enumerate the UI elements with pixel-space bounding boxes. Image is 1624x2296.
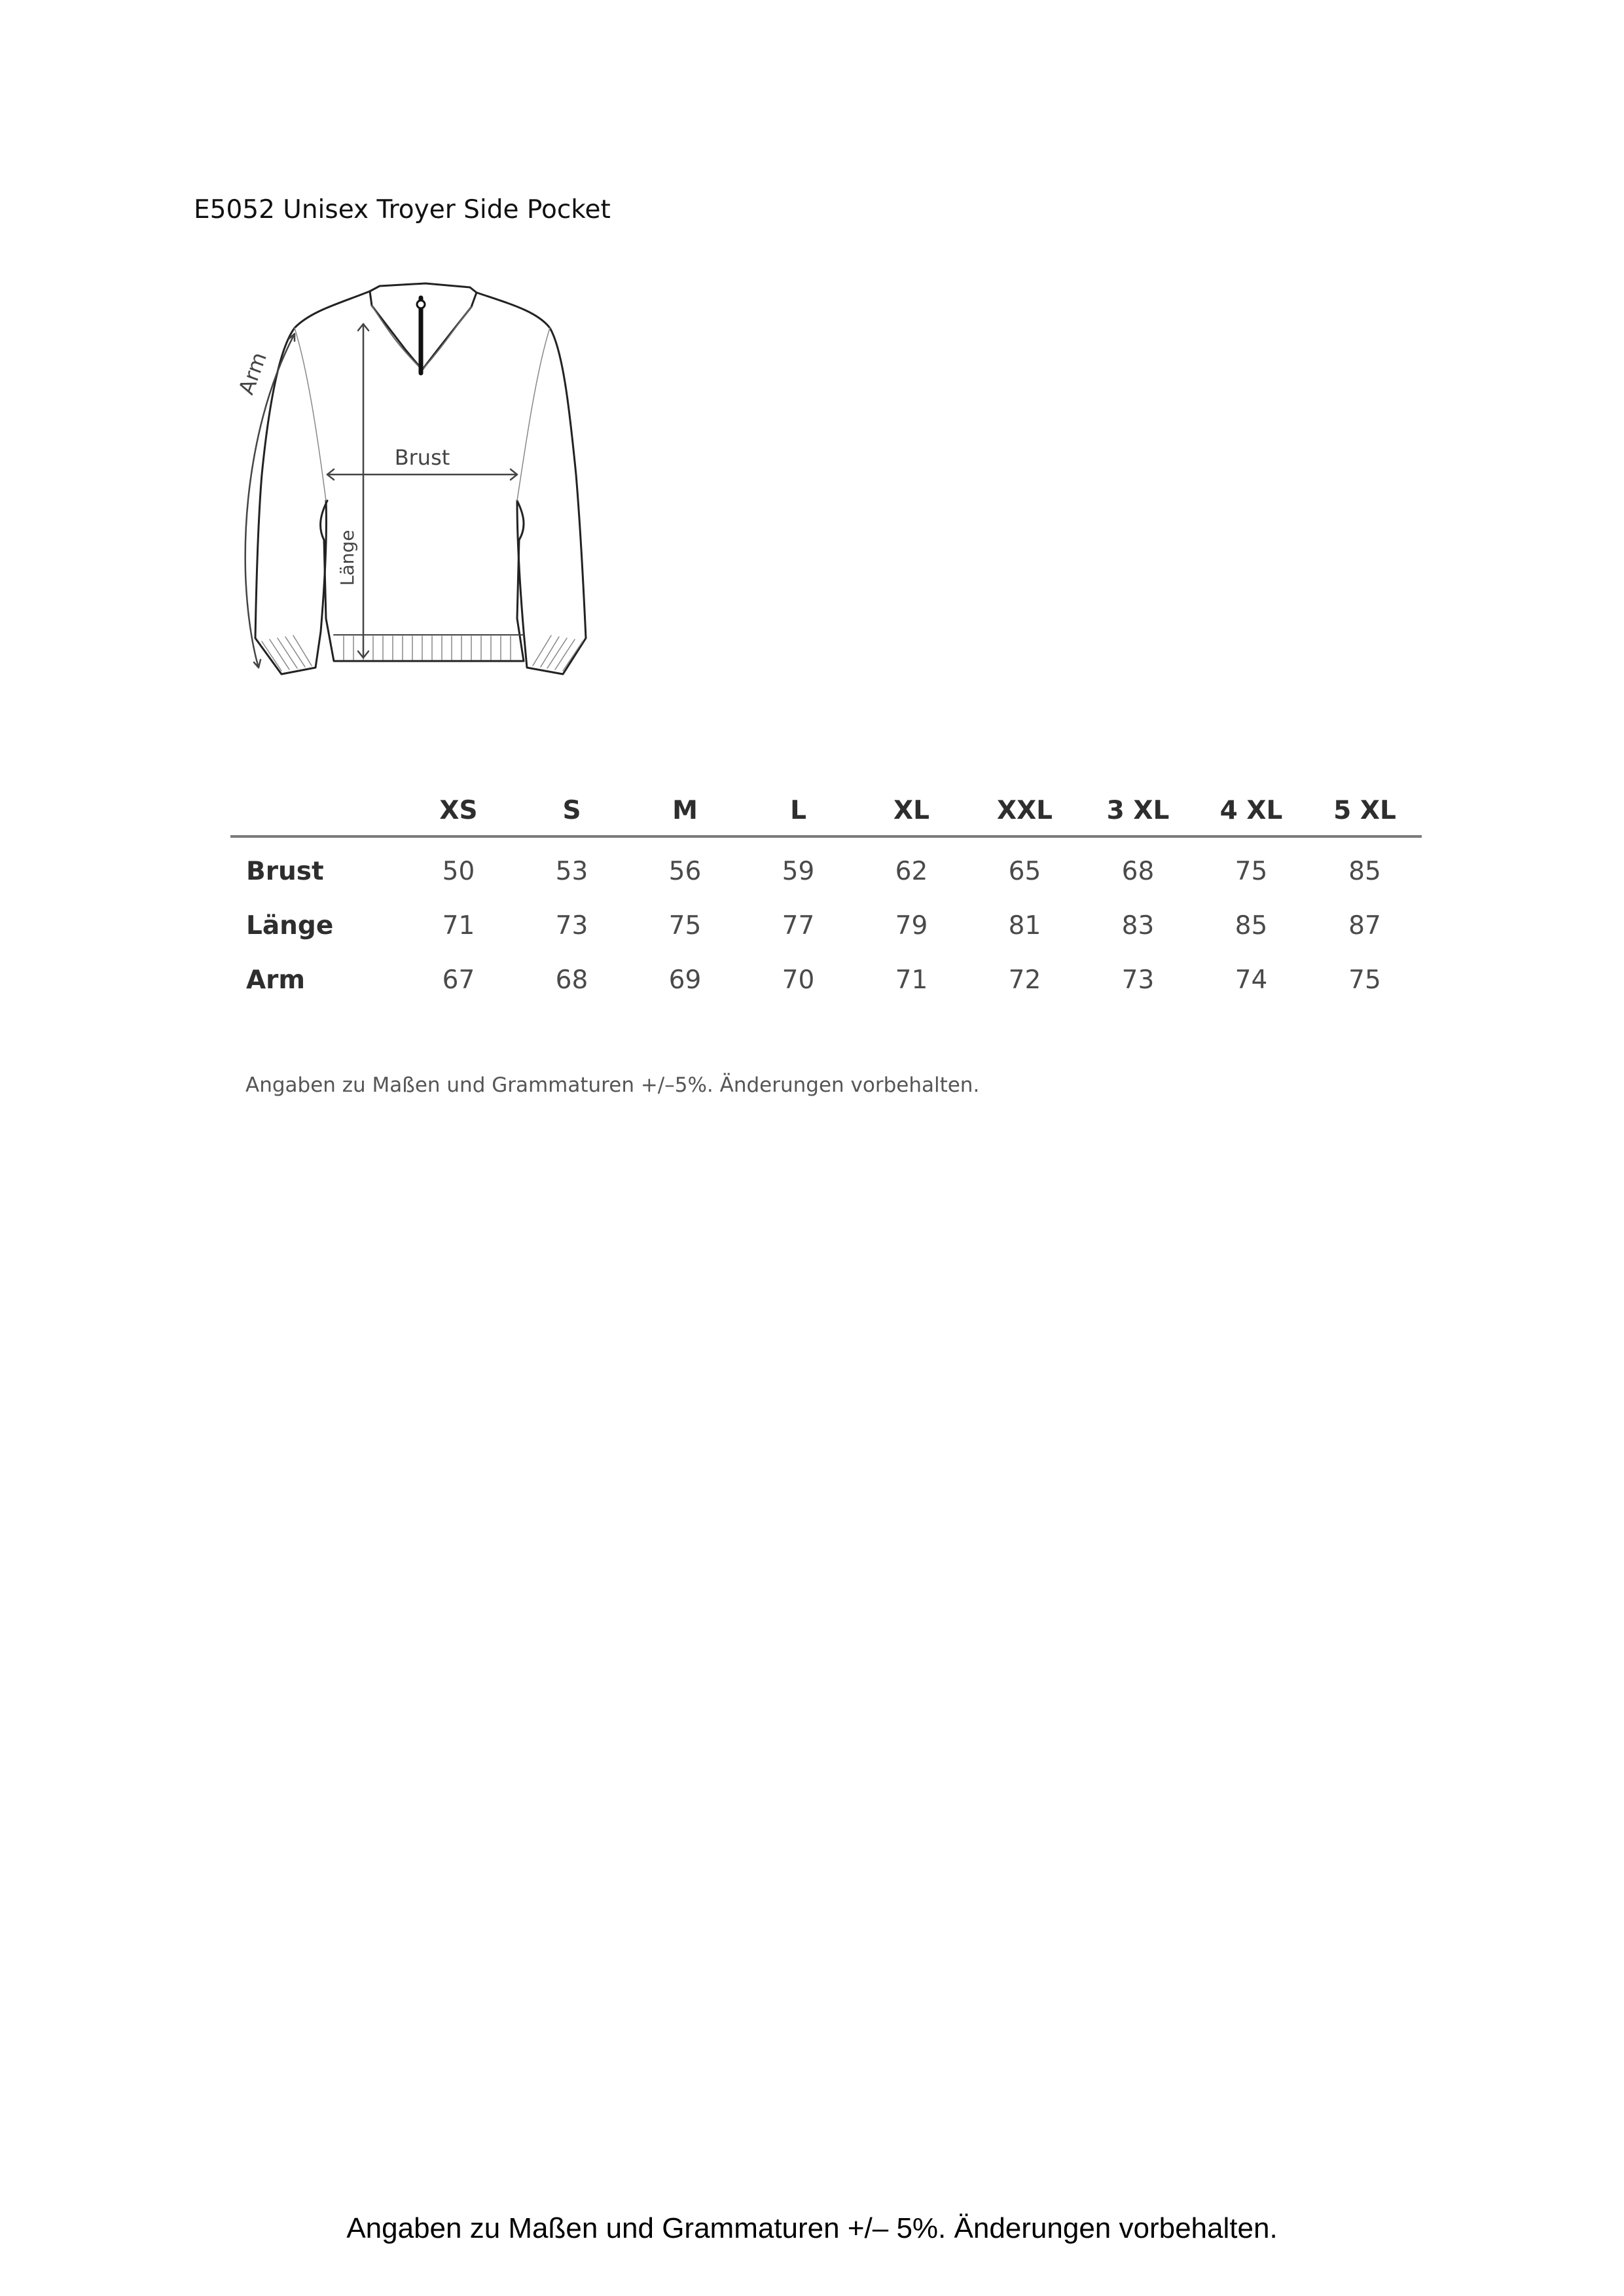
table-cell: 74 <box>1235 965 1268 995</box>
troyer-outline <box>255 283 586 674</box>
brust-label: Brust <box>394 445 450 470</box>
table-cell: 73 <box>1121 965 1155 995</box>
troyer-measurement-diagram <box>229 265 609 684</box>
table-cell: 71 <box>895 965 928 995</box>
page-title: E5052 Unisex Troyer Side Pocket <box>194 195 611 224</box>
table-cell: 68 <box>555 965 588 995</box>
table-cell: 50 <box>442 857 475 886</box>
size-header-corner <box>230 785 402 836</box>
size-header: XXL <box>968 785 1081 836</box>
table-cell: 83 <box>1121 911 1155 941</box>
table-cell: 75 <box>668 911 702 941</box>
size-header: L <box>742 785 855 836</box>
laenge-label: Länge <box>336 529 358 586</box>
size-header: XS <box>402 785 515 836</box>
size-header: M <box>628 785 742 836</box>
table-cell: 87 <box>1348 911 1381 941</box>
table-row <box>230 899 1422 953</box>
table-cell: 56 <box>668 857 702 886</box>
table-cell: 71 <box>442 911 475 941</box>
arm-label: Arm <box>233 349 272 398</box>
row-label: Arm <box>246 965 306 995</box>
table-cell: 75 <box>1348 965 1381 995</box>
size-header: 4 XL <box>1195 785 1308 836</box>
table-cell: 62 <box>895 857 928 886</box>
table-cell: 72 <box>1008 965 1041 995</box>
table-cell: 65 <box>1008 857 1041 886</box>
table-cell: 67 <box>442 965 475 995</box>
size-header: 5 XL <box>1308 785 1422 836</box>
table-note: Angaben zu Maßen und Grammaturen +/–5%. Änderungen vorbehalten. <box>245 1073 980 1097</box>
table-cell: 85 <box>1235 911 1268 941</box>
table-cell: 69 <box>668 965 702 995</box>
table-cell: 59 <box>782 857 815 886</box>
table-cell: 79 <box>895 911 928 941</box>
table-cell: 68 <box>1121 857 1155 886</box>
size-header: 3 XL <box>1081 785 1195 836</box>
table-cell: 85 <box>1348 857 1381 886</box>
table-cell: 53 <box>555 857 588 886</box>
table-cell: 73 <box>555 911 588 941</box>
page-footer: Angaben zu Maßen und Grammaturen +/– 5%. Änderungen vorbehalten. <box>346 2212 1278 2244</box>
size-header-row <box>230 785 1422 836</box>
row-label: Länge <box>246 911 334 941</box>
table-cell: 70 <box>782 965 815 995</box>
table-cell: 75 <box>1235 857 1268 886</box>
size-table <box>230 785 1422 1007</box>
size-header: S <box>515 785 628 836</box>
brust-measurement-arrow <box>327 469 517 480</box>
table-cell: 81 <box>1008 911 1041 941</box>
table-row <box>230 836 1422 899</box>
table-row <box>230 953 1422 1007</box>
table-cell: 77 <box>782 911 815 941</box>
size-header: XL <box>855 785 968 836</box>
laenge-measurement-arrow <box>358 324 369 658</box>
row-label: Brust <box>246 857 324 886</box>
